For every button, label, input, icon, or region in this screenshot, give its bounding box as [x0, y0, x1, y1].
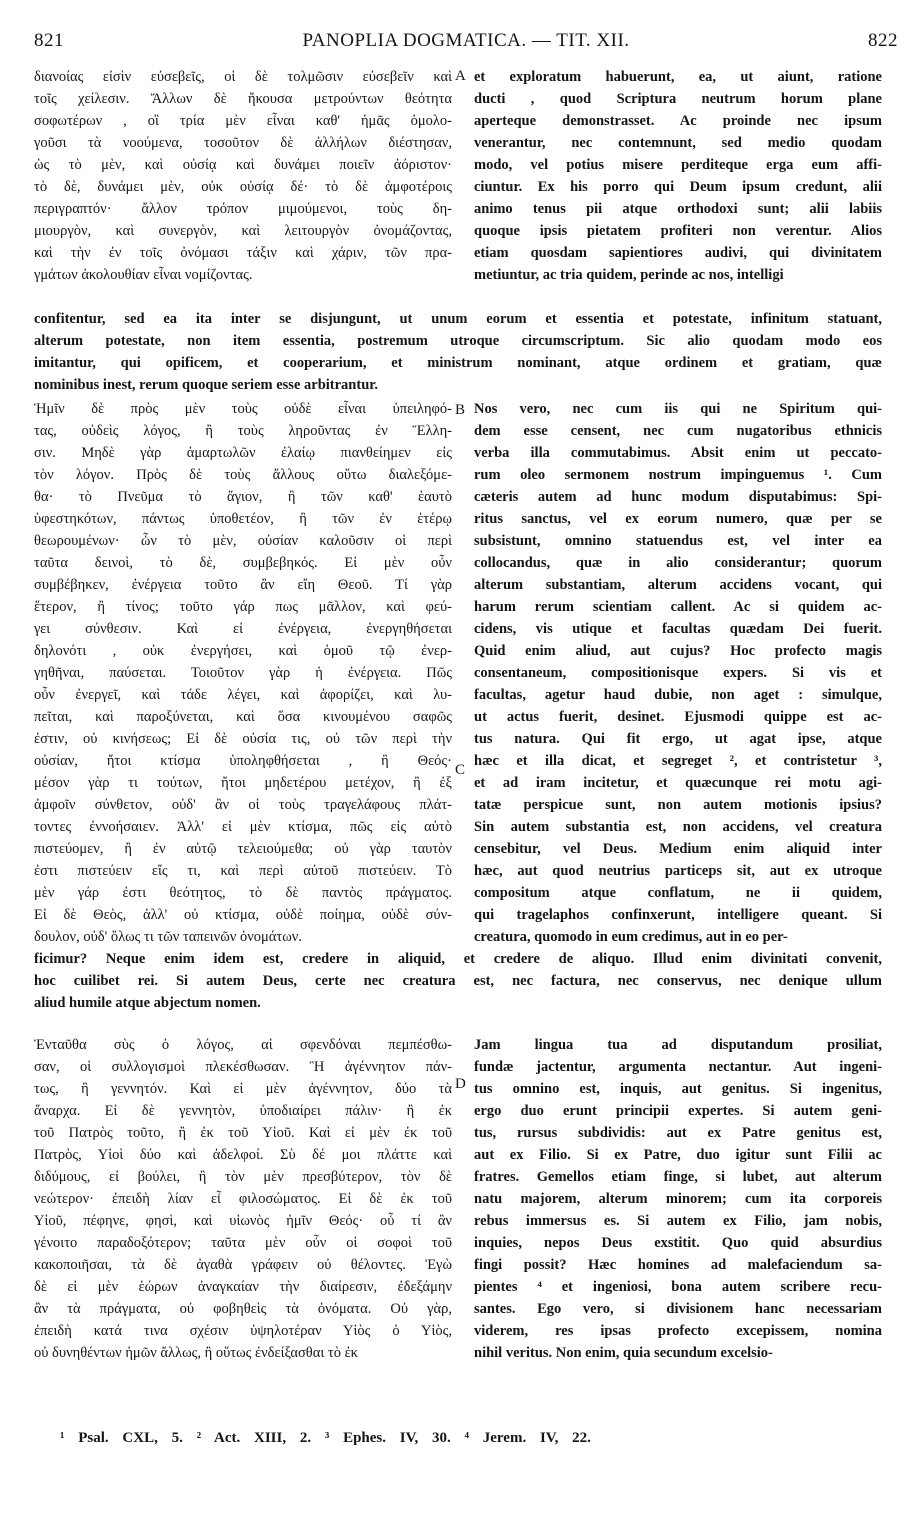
text-line: συμβέβηκεν, ἐνέργεια τοῦτο ἂν εἴη Θεοῦ. Τί γὰρ [34, 577, 452, 593]
text-line: διανοίας εἰσὶν εὐσεβεῖς, οἱ δὲ τολμῶσιν εὐσεβεῖν καὶ [34, 69, 452, 85]
text-line: alterum substantiam, alterum accidens vocant, qui [474, 577, 882, 593]
text-line: ἕτερον, ἢ τίνος; τοῦτο γάρ πως μᾶλλον, καὶ φεύ- [34, 599, 452, 615]
text-line: facultas, agetur haud dubie, non aget : simulque, [474, 687, 882, 703]
text-line: ducti , quod Scriptura neutrum horum plane [474, 91, 882, 107]
text-line: γοῦσι τὰ νοούμενα, τοσοῦτον δὲ ἀλλήλων διέστησαν, [34, 135, 452, 151]
text-line: Πατρὸς, Υἱοὶ δύο καὶ ἀδελφοί. Σὺ δέ μοι πλάττε καὶ [34, 1147, 452, 1163]
text-line: confitentur, sed ea ita inter se disjungunt, ut unum eorum et essentia et potestate, infinitum statuant, [34, 311, 882, 327]
margin-marker-c: C [455, 762, 466, 778]
text-line: τως, ἢ γεννητόν. Καὶ εἰ μὲν ἀγέννητον, δύο τὰ [34, 1081, 452, 1097]
text-line: δουλον, οὐδ' ὅλως τι τῶν ταπεινῶν ὀνομάτων. [34, 929, 302, 945]
margin-marker-b: B [455, 402, 466, 418]
text-line: νεώτερον· ἐπειδὴ λίαν εἶ φιλοσώματος. Εἰ δὲ ἐκ τοῦ [34, 1191, 452, 1207]
text-line: τας, οὐδεὶς λόγος, ἢ τοὺς ληροῦντας ἐν Ἕλλη- [34, 423, 452, 439]
text-line: collocandus, quæ in alio considerantur; quorum [474, 555, 882, 571]
text-line: tus omnino est, inquis, aut genitus. Si ingenitus, [474, 1081, 882, 1097]
text-line: σοφωτέρων , οἳ τρία μὲν εἶναι καθ' ἡμᾶς ὁμολο- [34, 113, 452, 129]
text-line: ciuntur. Ex his porro qui Deum ipsum credunt, alii [474, 179, 882, 195]
text-line: fundæ jactentur, argumenta nectantur. Aut ingeni- [474, 1059, 882, 1075]
margin-marker-a: A [455, 68, 466, 84]
text-line: quoque ipsis pietatem profiteri non verentur. Alios [474, 223, 882, 239]
text-line: τὸ δὲ, δυνάμει μὲν, οὐκ οὐσίᾳ δέ· τὸ δὲ ἀμφοτέροις [34, 179, 452, 195]
text-line: et ad iram incitetur, et quæcunque rei motu agi- [474, 775, 882, 791]
text-line: Εἰ δὲ Θεὸς, ἀλλ' οὐ κτίσμα, οὐδὲ ποίημα, οὐδὲ σύν- [34, 907, 452, 923]
text-line: venerantur, nec contemnunt, sed medio quodam [474, 135, 882, 151]
text-line: ὡς τὸ μὲν, καὶ οὐσίᾳ καὶ δυνάμει ποιεῖν ἀόριστον· [34, 157, 452, 173]
text-line: hæc et illa dicat, et segreget ², et contristetur ³, [474, 753, 882, 769]
page-header [34, 30, 898, 60]
text-line: σαν, οἱ συλλογισμοὶ πλεκέσθωσαν. Ἢ ἀγέννητον πάν- [34, 1059, 452, 1075]
text-line: aperteque demonstrasset. Ac proinde nec ipsum [474, 113, 882, 129]
text-line: viderem, res ipsas profecto excepissem, nomina [474, 1323, 882, 1339]
text-line: creatura, quomodo in eum credimus, aut in eo per- [474, 929, 788, 945]
text-line: ἐστι πιστεύειν εἴς τι, καὶ περὶ αὐτοῦ πιστεύειν. Τὸ [34, 863, 452, 879]
text-line: inquies, nepos Deus exstitit. Quo quid absurdius [474, 1235, 882, 1251]
text-line: nominibus inest, rerum quoque seriem esse arbitrantur. [34, 377, 378, 393]
text-line: ἀμφοῖν σύνθετον, οὐδ' ἂν οἱ τοὺς τραγελάφους πλάτ- [34, 797, 452, 813]
text-line: γει σύνθεσιν. Καὶ εἰ ἐνέργεια, ἐνεργηθήσεται [34, 621, 452, 637]
text-line: ἐστιν, οὐ κινήσεως; Εἰ δὲ οὐσία τις, οὐ τῶν περὶ τὴν [34, 731, 452, 747]
text-line: ἐπειδὴ κατά τινα σχέσιν ὑψηλοτέραν Υἱὸς ὁ Υἱὸς, [34, 1323, 452, 1339]
text-line: ergo duo erunt principii expertes. Si autem geni- [474, 1103, 882, 1119]
full-width-latin-1 [34, 308, 882, 396]
text-line: ut actus fuerit, desinet. Ejusmodi quippe est ac- [474, 709, 882, 725]
text-line: consentaneum, compositionisque expers. Si vis et [474, 665, 882, 681]
text-line: cæteris autem ad hunc modum disputabimus: Spi- [474, 489, 882, 505]
text-line: ἂν τὰ πράγματα, οὐ φοβηθεὶς τὰ ὀνόματα. Οὐ γὰρ, [34, 1301, 452, 1317]
text-line: ritus sanctus, vel ex eorum numero, quæ per se [474, 511, 882, 527]
text-line: nihil veritus. Non enim, quia secundum excelsio- [474, 1345, 773, 1361]
text-line: τοῖς χείλεσιν. Ἄλλων δὲ ἤκουσα μετρούντων θεότητα [34, 91, 452, 107]
text-line: fratres. Gemellos etiam finge, si lubet, aut alterum [474, 1169, 882, 1185]
text-line: hæc, aut quod neutrius particeps sit, aut ex utroque [474, 863, 882, 879]
text-line: aliud humile atque abjectum nomen. [34, 995, 261, 1011]
text-line: natu majorem, alterum minorem; cum ita corporeis [474, 1191, 882, 1207]
page-number-right: 822 [868, 30, 898, 51]
text-line: μέσον γὰρ τι τούτων, ἤτοι μηδετέρου μετέχον, ἢ ἐξ [34, 775, 452, 791]
text-line: καὶ τὴν ἐν τοῖς ὀνόμασι τάξιν καὶ χάριν, τῶν πρα- [34, 245, 452, 261]
page-number-left: 821 [34, 30, 64, 51]
text-line: ficimur? Neque enim idem est, credere in aliquid, et credere de aliquo. Illud enim divinitati convenit, [34, 951, 882, 967]
text-line: θα· τὸ Πνεῦμα τὸ ἅγιον, ἢ τῶν καθ' ἑαυτὸ [34, 489, 452, 505]
text-line: pientes ⁴ et ingeniosi, bona autem scribere recu- [474, 1279, 882, 1295]
text-line: πιστεύομεν, ἢ ἐν αὐτῷ τελειούμεθα; οὐ γὰρ ταυτὸν [34, 841, 452, 857]
text-line: μιουργὸν, καὶ συνεργὸν, καὶ λειτουργὸν ὀνομάζοντας, [34, 223, 452, 239]
text-line: Nos vero, nec cum iis qui ne Spiritum qui- [474, 401, 882, 417]
text-line: compositum atque conflatum, ne ii quidem, [474, 885, 882, 901]
text-line: περιγραπτόν· ἄλλον τρόπον μιμούμενοι, τοὺς δη- [34, 201, 452, 217]
text-line: δηλονότι , οὐκ ἐνεργήσει, καὶ ὁμοῦ τῷ ἐνερ- [34, 643, 452, 659]
text-line: γένοιτο παραδοξότερον; ταῦτα μὲν οὖν οἱ σοφοὶ τοῦ [34, 1235, 452, 1251]
greek-column-3 [34, 1034, 452, 1364]
text-line: harum rerum scientiam callent. Ac si quidem ac- [474, 599, 882, 615]
text-line: ὑφεστηκότων, πάντως ὑποθετέον, ἢ τῶν ἐν ἑτέρῳ [34, 511, 452, 527]
text-line: δὲ εἰ μὲν ἑώρων ἀναγκαίαν τὴν διαίρεσιν, ἐδεξάμην [34, 1279, 452, 1295]
text-line: Ἡμῖν δὲ πρὸς μὲν τοὺς οὐδὲ εἶναι ὑπειληφό- [34, 401, 452, 417]
text-line: οὐ δυνηθέντων ἡμῶν ἄλλως, ἢ οὕτως ἐνδείξασθαι τὸ ἐκ [34, 1345, 358, 1361]
text-line: aut ex Filio. Si ex Patre, duo igitur sunt Filii ac [474, 1147, 882, 1163]
latin-column-2 [474, 398, 882, 948]
text-line: Ἐνταῦθα σὺς ὁ λόγος, αἱ σφενδόναι πεμπέσθω- [34, 1037, 452, 1053]
text-line: οὖν ἐνεργεῖ, καὶ τάδε λέγει, καὶ ἀφορίζει, καὶ λυ- [34, 687, 452, 703]
full-width-latin-2 [34, 948, 882, 1014]
text-line: etiam quosdam sapientiores audivi, qui divinitatem [474, 245, 882, 261]
text-line: Υἱοῦ, πέφηνε, φησὶ, καὶ υἱωνὸς ἡμῖν Θεός· οὗ τί ἂν [34, 1213, 452, 1229]
text-line: tus natura. Qui fit ergo, ut agat ipse, atque [474, 731, 882, 747]
text-line: censebitur, vel Deus. Medium enim aliquid inter [474, 841, 882, 857]
text-line: modo, vel potius misere perditeque erga eum affi- [474, 157, 882, 173]
text-line: γμάτων ἀκολουθίαν εἶναι νομίζοντας. [34, 267, 253, 283]
text-line: τὸν λόγον. Πρὸς δὲ τοὺς ἄλλους οὕτω διαλεξόμε- [34, 467, 452, 483]
text-line: qui tragelaphos confinxerunt, intelligere queant. Si [474, 907, 882, 923]
greek-column-1 [34, 66, 452, 286]
text-line: κακοποιῆσαι, τὰ δὲ ἀγαθὰ γράφειν οὐ θέλοντες. Ἐγὼ [34, 1257, 452, 1273]
text-line: tus, rursus subdividis: aut ex Patre genitus est, [474, 1125, 882, 1141]
running-title: PANOPLIA DOGMATICA. — TIT. XII. [302, 30, 630, 51]
text-line: hoc cuilibet rei. Si autem Deus, certe nec creatura est, nec factura, nec conservus, nec denique ullum [34, 973, 882, 989]
margin-marker-d: D [455, 1076, 466, 1092]
text-line: santes. Ego vero, si divisionem hanc necessariam [474, 1301, 882, 1317]
text-line: διδύμους, εἰ βούλει, ἢ τὸν μὲν πρεσβύτερον, τὸν δὲ [34, 1169, 452, 1185]
text-line: Sin autem substantia est, non accidens, vel creatura [474, 819, 882, 835]
text-line: rum oleo sermonem nostrum impinguemus ¹. Cum [474, 467, 882, 483]
greek-column-2 [34, 398, 452, 948]
text-line: dem esse censent, nec cum nugatoribus ethnicis [474, 423, 882, 439]
text-line: fingi possit? Hæc homines ad malefaciendum sa- [474, 1257, 882, 1273]
text-line: animo tenus pii atque orthodoxi sunt; alii labiis [474, 201, 882, 217]
text-line: οὐσίαν, ἤτοι κτίσμα ὑποληφθήσεται , ἢ Θεός· [34, 753, 452, 769]
text-line: subsistunt, omnino statuendus est, vel inter ea [474, 533, 882, 549]
text-line: ταῦτα δεινοὶ, τὸ δὲ, συμβεβηκός. Εἰ μὲν οὖν [34, 555, 452, 571]
latin-column-1 [474, 66, 882, 286]
text-line: alterum potestate, non item essentia, postremum utroque circumscriptum. Sic alio quodam modo eos [34, 333, 882, 349]
text-line: Jam lingua tua ad disputandum prosiliat, [474, 1037, 882, 1053]
text-line: cidens, vis utique et facultas quædam Dei fuerit. [474, 621, 882, 637]
text-line: πεῖται, καὶ παροξύνεται, καὶ ὅσα κινουμένου σαφῶς [34, 709, 452, 725]
text-line: θεωρουμένων· ὧν τὸ μὲν, οὐσίαν καλοῦσιν οἱ περὶ [34, 533, 452, 549]
text-line: imitantur, qui opificem, et cooperarium, et ministrum nominant, atque ordinem et gratiam, quæ [34, 355, 882, 371]
text-line: ἄναρχα. Εἰ δὲ γεννητὸν, ὑποδιαίρει πάλιν· ἢ ἐκ [34, 1103, 452, 1119]
text-line: rebus immersus es. Si autem ex Filio, jam nobis, [474, 1213, 882, 1229]
text-line: τοῦ Πατρὸς τοῦτο, ἢ ἐκ τοῦ Υἱοῦ. Καὶ εἰ μὲν ἐκ τοῦ [34, 1125, 452, 1141]
text-line: τοντες ἐννοήσαιεν. Ἀλλ' εἰ μὲν κτίσμα, πῶς εἰς αὐτὸ [34, 819, 452, 835]
text-line: Quid enim aliud, aut cujus? Hoc profecto magis [474, 643, 882, 659]
text-line: metiuntur, ac tria quidem, perinde ac nos, intelligi [474, 267, 784, 283]
text-line: γηθῆναι, παύσεται. Τοιοῦτον γὰρ ἡ ἐνέργεια. Πῶς [34, 665, 452, 681]
text-line: μὲν γάρ ἐστι θεότητος, τὸ δὲ παντὸς πράγματος. [34, 885, 452, 901]
text-line: tatæ perspicue sunt, non autem motionis ipsius? [474, 797, 882, 813]
text-line: σιν. Μηδὲ γὰρ ἁμαρτωλῶν ἐλαίῳ πιανθείημεν εἰς [34, 445, 452, 461]
footnotes: ¹ Psal. CXL, 5. ² Act. XIII, 2. ³ Ephes. IV, 30. ⁴ Jerem. IV, 22. [60, 1430, 591, 1446]
text-line: verba illa commutabimus. Absit enim ut peccato- [474, 445, 882, 461]
latin-column-3 [474, 1034, 882, 1364]
text-line: et exploratum habuerunt, ea, ut aiunt, ratione [474, 69, 882, 85]
